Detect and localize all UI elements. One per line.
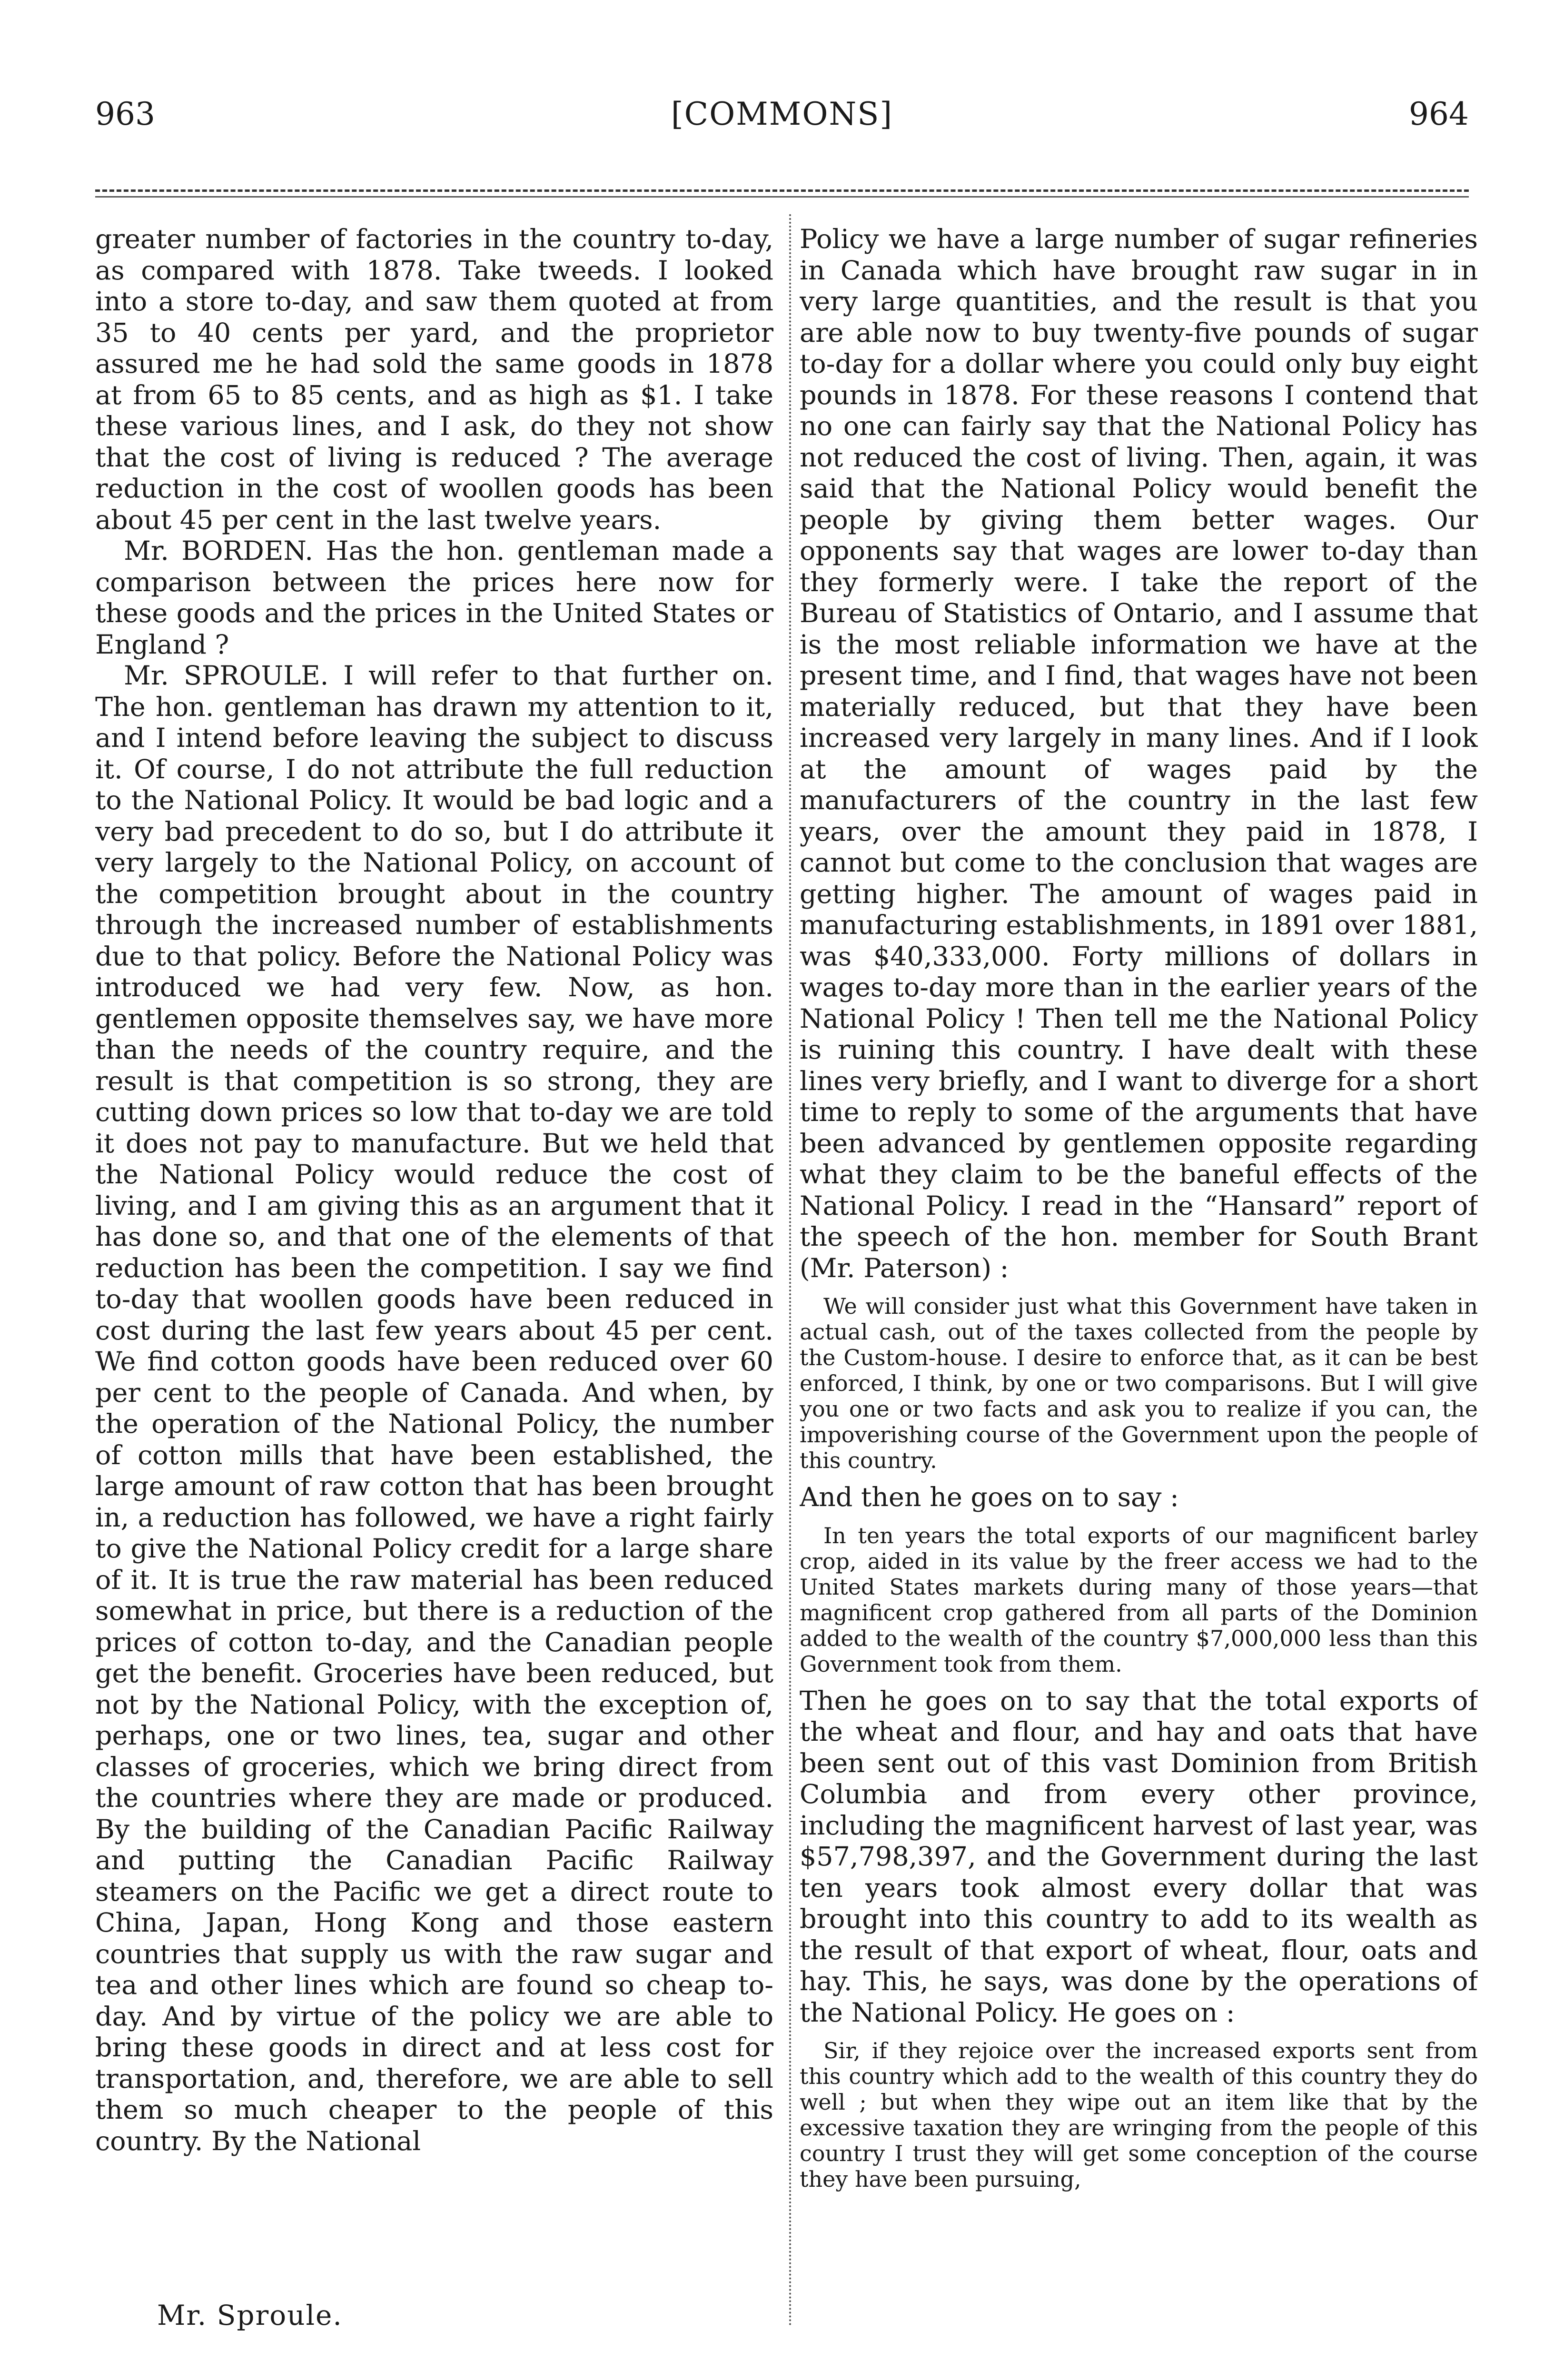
paragraph: Policy we have a large number of sugar refineries in Canada which have brought raw sugar in in very large quantities, and the result is that you are able now to buy twenty-five pounds of sugar to-day for a dollar where you could only buy eight pounds in 1878. For these reasons I contend that no one can fairly say that the National Policy has not reduced the cost of living. Then, again, it was said that the National Policy would benefit the people by giving them better wages. Our opponents say that wages are lower to-day than they formerly were. I take the report of the Bureau of Statistics of Ontario, and I assume that is the most reliable information we have at the present time, and I find, that wages have not been materially reduced, but that they have been increased very largely in many lines. And if I look at the amount of wages paid by the manufacturers of the country in the last few years, over the amount they paid in 1878, I cannot but come to the conclusion that wages are getting higher. The amount of wages paid in manufacturing establishments, in 1891 over 1881, was $40,333,000. Forty millions of dollars in wages to-day more than in the earlier years of the National Policy ! Then tell me the National Policy is ruining this country. I have dealt with these lines very briefly, and I want to diverge for a short time to reply to some of the arguments that have been advanced by gentlemen opposite regarding what they claim to be the baneful effects of the National Policy. I read in the “Hansard” report of the speech of the hon. member for South Brant (Mr. Paterson) : bbox=[800, 224, 1478, 1284]
paragraph: And then he goes on to say : bbox=[800, 1482, 1179, 1513]
page-number-right: 964 bbox=[1409, 96, 1469, 132]
block-quote: We will consider just what this Government have taken in actual cash, out of the taxes collected from the people by the Custom-house. I desire to enforce that, as it can be best enforced, I think, by one or two comparisons. But I will give you one or two facts and ask you to realize if you can, the impoverishing course of the Government upon the people of this country. bbox=[800, 1293, 1478, 1473]
header-rule bbox=[95, 189, 1469, 192]
paragraph: Mr. SPROULE. I will refer to that further on. The hon. gentleman has drawn my attention to it, and I intend before leaving the subject to discuss it. Of course, I do not attribute the full reduction to the National Policy. It would be bad logic and a very bad precedent to do so, but I do attribute it very largely to the National Policy, on account of the competition brought about in the country through the increased number of establishments due to that policy. Before the National Policy was introduced we had very few. Now, as hon. gentlemen opposite themselves say, we have more than the needs of the country require, and the result is that competition is so strong, they are cutting down prices so low that to-day we are told it does not pay to manufacture. But we held that the National Policy would reduce the cost of living, and I am giving this as an argument that it has done so, and that one of the elements of that reduction has been the competition. I say we find to-day that woollen goods have been reduced in cost during the last few years about 45 per cent. We find cotton goods have been reduced over 60 per cent to the people of Canada. And when, by the operation of the National Policy, the number of cotton mills that have been established, the large amount of raw cotton that has been brought in, a reduction has followed, we have a right fairly to give the National Policy credit for a large share of it. It is true the raw material has been reduced somewhat in price, but there is a reduction of the prices of cotton to-day, and the Canadian people get the benefit. Groceries have been reduced, but not by the National Policy, with the exception of, perhaps, one or two lines, tea, sugar and other classes of groceries, which we bring direct from the countries where they are made or produced. By the building of the Canadian Pacific Railway and putting the Canadian Pacific Railway steamers on the Pacific we get a direct route to China, Japan, Hong Kong and those eastern countries that supply us with the raw sugar and tea and other lines which are found so cheap to-day. And by virtue of the policy we are able to bring these goods in direct and at less cost for transportation, and, therefore, we are able to sell them so much cheaper to the people of this country. By the National bbox=[95, 660, 773, 2157]
paragraph: Mr. BORDEN. Has the hon. gentleman made a comparison between the prices here now for these goods and the prices in the United States or England ? bbox=[95, 536, 773, 660]
block-quote: Sir, if they rejoice over the increased exports sent from this country which add to the wealth of this country they do well ; but when they wipe out an item like that by the excessive taxation they are wringing from the people of this country I trust they will get some conception of the course they have been pursuing, bbox=[800, 2038, 1478, 2192]
paragraph: greater number of factories in the country to-day, as compared with 1878. Take tweeds. I looked into a store to-day, and saw them quoted at from 35 to 40 cents per yard, and the proprietor assured me he had sold the same goods in 1878 at from 65 to 85 cents, and as high as $1. I take these various lines, and I ask, do they not show that the cost of living is reduced ? The average reduction in the cost of woollen goods has been about 45 per cent in the last twelve years. bbox=[95, 224, 773, 536]
page-number-left: 963 bbox=[95, 96, 155, 132]
running-title: [COMMONS] bbox=[671, 96, 893, 132]
block-quote: In ten years the total exports of our magnificent barley crop, aided in its value by the freer access we had to the United States markets during many of those years—that magnificent crop gathered from all parts of the Dominion added to the wealth of the country $7,000,000 less than this Government took from them. bbox=[800, 1522, 1478, 1677]
left-column bbox=[95, 224, 773, 2380]
column-divider bbox=[789, 214, 791, 2328]
page-header bbox=[95, 95, 1469, 152]
paragraph: Then he goes on to say that the total exports of the wheat and flour, and hay and oats that have been sent out of this vast Dominion from British Columbia and from every other province, including the magnificent harvest of last year, was $57,798,397, and the Government during the last ten years took almost every dollar that was brought into this country to add to its wealth as the result of that export of wheat, flour, oats and hay. This, he says, was done by the operations of the National Policy. He goes on : bbox=[800, 1685, 1478, 2028]
right-column bbox=[800, 224, 1478, 2380]
header-rule-lower bbox=[95, 196, 1469, 198]
speaker-footer: Mr. Sproule. bbox=[157, 2299, 343, 2331]
